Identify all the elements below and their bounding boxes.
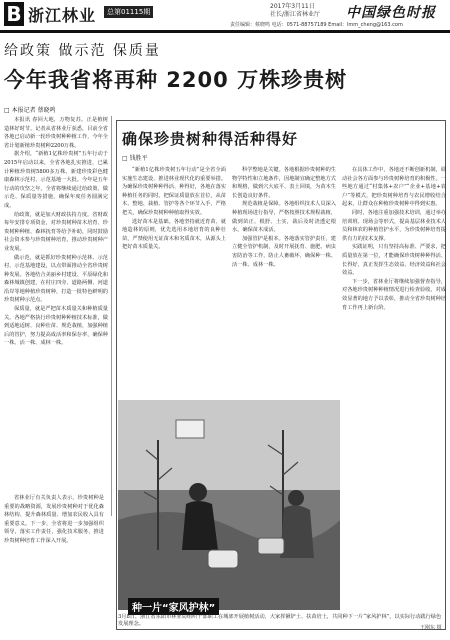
date-line: 2017年3月11日 xyxy=(270,3,315,10)
masthead-rule xyxy=(0,30,450,33)
story-paragraph: 给政策，就是加大财政扶持力度。省财政每年安排专项资金，对珍贵树种苗木培育、珍贵树种种植、森林抚育等给予补助，同时鼓励社会资本参与珍贵树种培育，推动珍贵树种产业发展。 xyxy=(4,211,108,252)
feature-paragraph: 下一步，省林业厅将继续加强督查指导，对各地珍贵树种种植情况进行检查验收，对成效显著的地方予以表彰，推动全省珍贵树种培育工作再上新台阶。 xyxy=(342,278,446,311)
feature-column-1 xyxy=(122,166,226,398)
editor-contacts: 责任编辑：蔡晓鸣 电话：0571-88757189 Email：lmm_cheng@163.com xyxy=(230,22,403,28)
story-paragraph: 保质量，就是严把苗木质量关和种植质量关。各地严格执行珍贵树种种植技术标准，做到适地适树、良种壮苗、规范栽植，加强种植后的管护，努力提高成活率和保存率，确保种一株、活一株、成林一株。 xyxy=(4,306,108,347)
story-body-continued xyxy=(4,494,104,632)
story-body xyxy=(4,116,108,492)
column-divider xyxy=(111,116,112,516)
story-paragraph: 据介绍，“新植1亿株珍贵树”五年行动于2015年启动以来，全省各地扎实推进，已累计种植珍贵树5800多万株，新建珍贵彩色健康森林示范村、示范基地一大批。今年是五年行动的攻坚之年，全省将继续通过给政策、做示范、保质量等措施，确保年度任务圆满完成。 xyxy=(4,151,108,209)
feature-column-3 xyxy=(342,166,446,502)
story-paragraph: 做示范，就是抓好珍贵树种示范林、示范村、示范基地建设，以点带面推动全省珍贵树种发展。各地结合美丽乡村建设、平原绿化和森林城镇创建，在村庄四旁、道路两侧、河道沿岸等地种植珍贵树种，打造一批特色鲜明的珍贵树种示范点。 xyxy=(4,254,108,304)
feature-paragraph: “新植1亿株珍贵树五年行动”是全省全面实施生态建设、推进林业现代化的重要举措。为确保珍贵树种种得活、种得好，各地在落实种植任务的同时，把保证质量放在首位，从苗木、整地、栽植、管护等各个环节入手，严格把关，确保珍贵树种种植取得实效。 xyxy=(122,167,226,216)
tree-planting-photo xyxy=(118,400,340,610)
story-headline: 今年我省将再种 2200 万株珍贵树 xyxy=(4,68,348,92)
newspaper-logo: 中国绿色时报 xyxy=(346,5,436,21)
story-kicker: 给政策 做示范 保质量 xyxy=(4,43,161,59)
photo-illustration xyxy=(118,400,340,610)
story-paragraph: 本报讯 春回大地，万物复苏。正是植树造林好时节。记者从省林业厅获悉，目前全省各地已启动新一轮珍贵树种种植工作，今年全省计划新植珍贵树种2200万株。 xyxy=(4,117,108,149)
publisher-line: 社长/浙江省林业厅 xyxy=(270,11,321,18)
story-byline: □ 本报记者 蔡晓鸣 xyxy=(4,107,56,114)
masthead xyxy=(0,0,450,32)
photo-caption-title: 种一片“家风护林” xyxy=(128,598,219,615)
issue-number: 总第01115期 xyxy=(104,6,153,18)
photo-caption: 3月8日，浙江省东阳市林业局组织干部职工在城郊开展植树活动，大家挥锹铲土、扶苗培土，共同种下一片“家风护林”，以实际行动践行绿色发展理念。 xyxy=(118,614,442,627)
feature-paragraph: 规范栽植是保障。各地组织技术人员深入种植现场进行指导，严格按照技术规程栽植，做到苗正、根舒、土实，栽后及时浇透定根水，确保苗木成活。 xyxy=(232,201,336,234)
story-paragraph: 省林业厅有关负责人表示，珍贵树种是重要的战略资源，发展珍贵树种对于优化森林结构、提升森林质量、增加农民收入具有重要意义。下一步，全省将进一步加强组织领导，落实工作责任，强化技术服务，推进珍贵树种培育工作深入开展。 xyxy=(4,495,104,544)
date-block xyxy=(270,3,320,19)
section-letter: B xyxy=(4,2,24,26)
feature-headline: 确保珍贵树种得活种得好 xyxy=(122,130,299,148)
feature-paragraph: 同时，各地注重加强技术培训，通过举办培训班、现场会等形式，提高基层林业技术人员和林农的种植管护水平，为珍贵树种培育提供有力的技术支撑。 xyxy=(342,209,446,242)
feature-paragraph: 实践证明，只有坚持高标准、严要求，把质量放在第一位，才能确保珍贵树种种得活、长得好，真正发挥生态效益、经济效益和社会效益。 xyxy=(342,244,446,277)
feature-byline: □ 钱胜平 xyxy=(122,155,148,162)
feature-column-2 xyxy=(232,166,336,398)
feature-paragraph: 科学整地是关键。各地根据珍贵树种的生物学特性和立地条件，因地制宜确定整地方式和规格，做到穴大底平、表土回填，为苗木生长创造良好条件。 xyxy=(232,167,336,199)
photo-credit: 王刚东 摄 xyxy=(420,625,442,631)
feature-paragraph: 加强管护是根本。各地落实管护责任，建立健全管护机制，及时开展抚育、施肥、病虫害防治等工作，防止人畜破坏，确保种一株、活一株、成林一株。 xyxy=(232,235,336,268)
section-name: 浙江林业 xyxy=(28,6,97,25)
feature-paragraph: 选好苗木是基础。各地坚持就近育苗、就地造林的原则，优先选用本地培育的良种壮苗，严禁使用无证苗木和劣质苗木，从源头上把好苗木质量关。 xyxy=(122,218,226,251)
feature-paragraph: 在具体工作中，各地还不断创新机制，调动社会各方面参与珍贵树种培育的积极性。一些地方通过“村集体+农户”“企业+基地+农户”等模式，把珍贵树种培育与农民增收结合起来，让群众在种植珍贵树种中得到实惠。 xyxy=(342,167,446,208)
